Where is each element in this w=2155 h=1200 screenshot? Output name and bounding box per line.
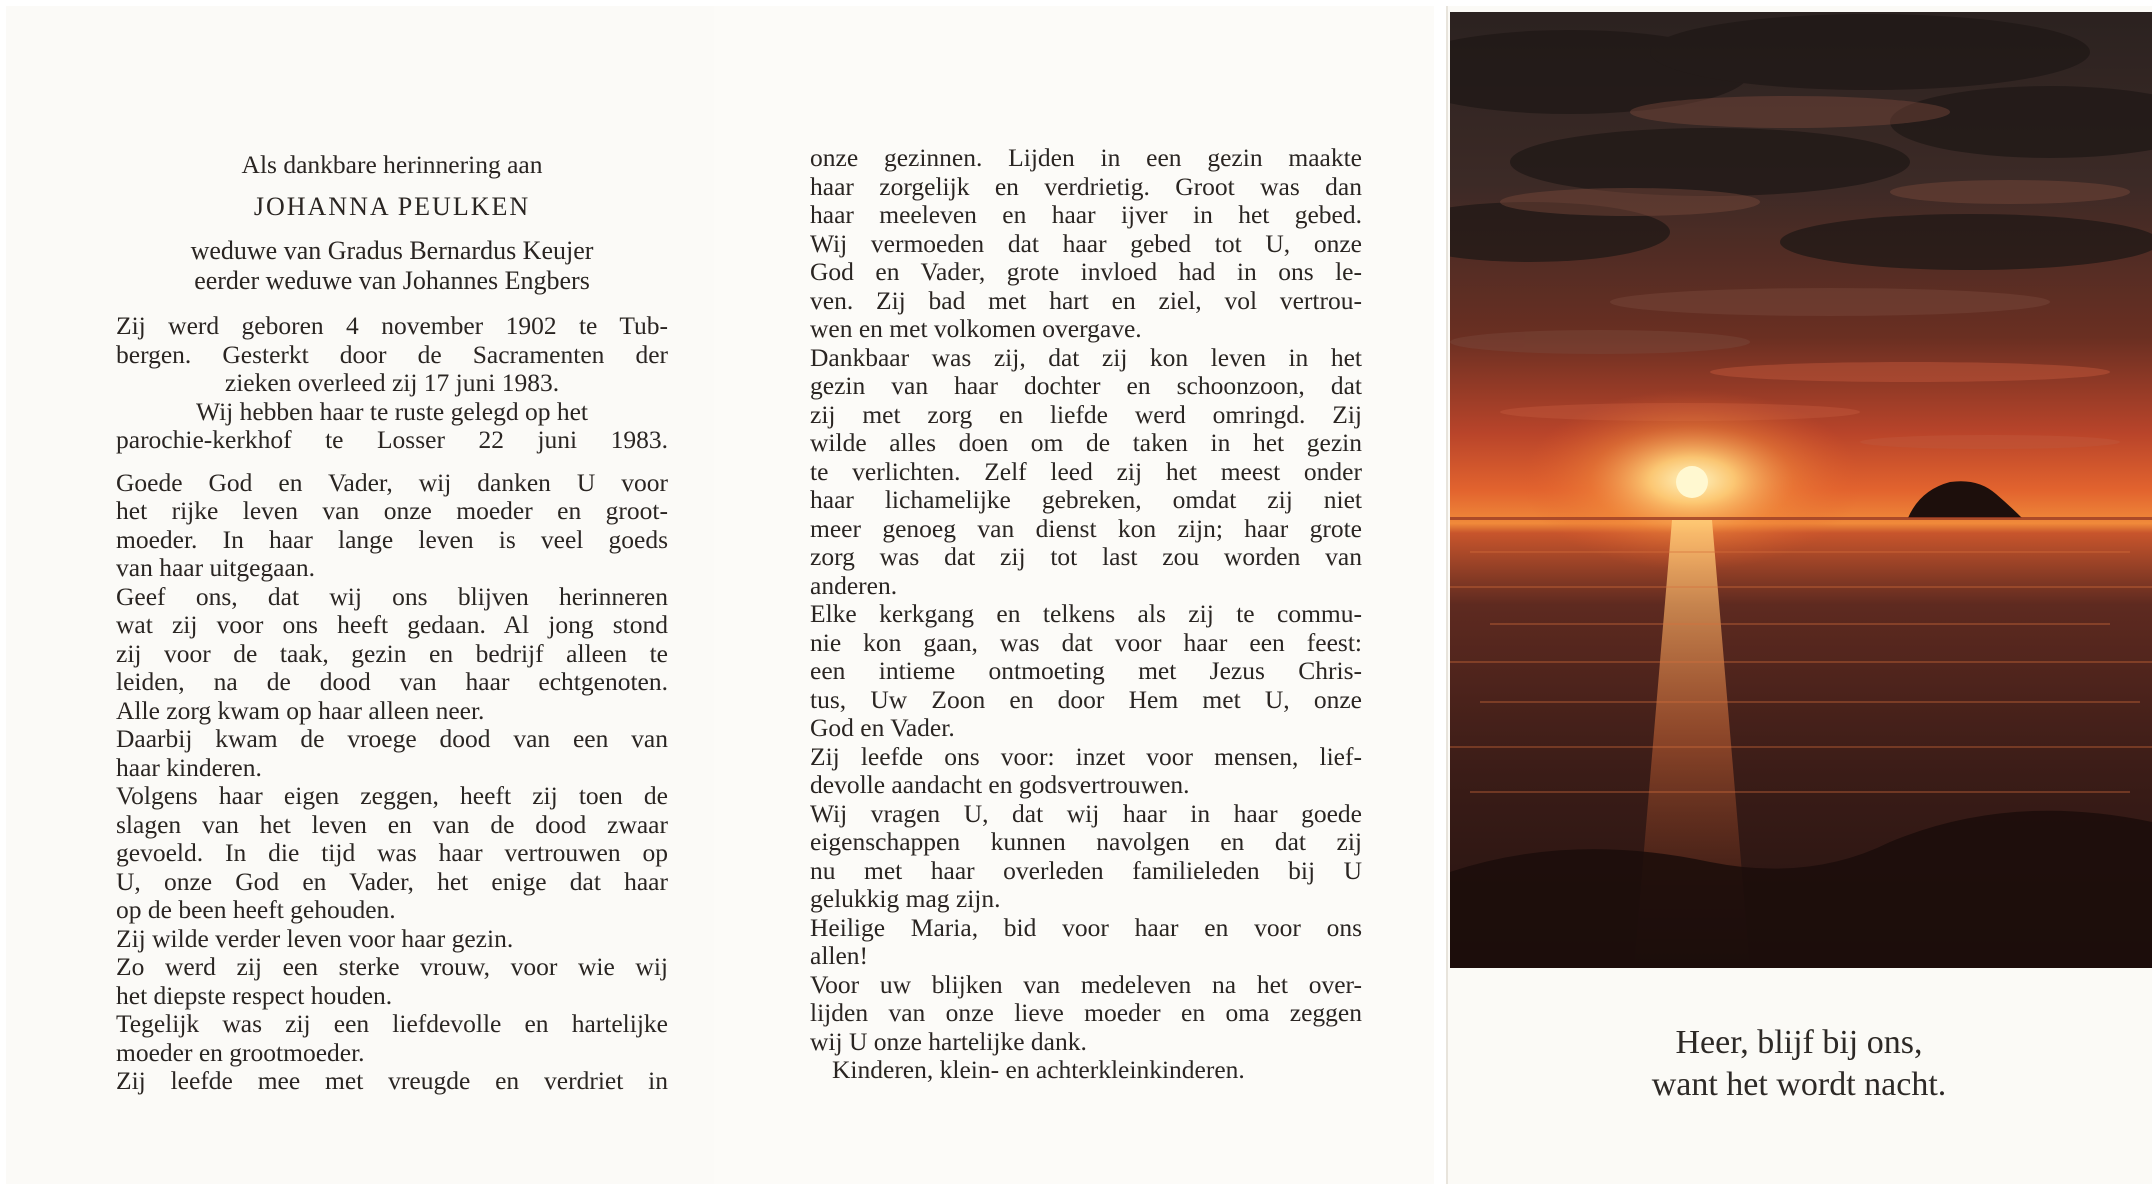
body-line: eigenschappen kunnen navolgen en dat zij: [810, 827, 1362, 856]
body-line: gezin van haar dochter en schoonzoon, dat: [810, 371, 1362, 400]
body-line: Tegelijk was zij een liefdevolle en hartelijke: [116, 1009, 668, 1038]
body-line: moeder. In haar lange leven is veel goeds: [116, 524, 668, 554]
body-line: op de been heeft gehouden.: [116, 895, 396, 924]
body-line: tus, Uw Zoon en door Hem met U, onze: [810, 684, 1362, 714]
body-line: Voor uw blijken van medeleven na het over-: [810, 969, 1362, 999]
middle-text-block: [810, 144, 1362, 1085]
body-line: Zij leefde ons voor: inzet voor mensen, lief-: [810, 741, 1362, 771]
birth-line: bergen. Gesterkt door de Sacramenten der: [116, 339, 668, 369]
body-line: gevoeld. In die tijd was haar vertrouwen op: [116, 838, 668, 867]
body-line: een intieme ontmoeting met Jezus Chris-: [810, 656, 1362, 685]
body-line: devolle aandacht en godsvertrouwen.: [810, 770, 1190, 799]
body-line: haar meeleven en haar ijver in het gebed.: [810, 200, 1362, 229]
body-line: meer genoeg van dienst kon zijn; haar grote: [810, 513, 1362, 543]
body-line: anderen.: [810, 570, 898, 600]
body-line: het rijke leven van onze moeder en groot-: [116, 496, 668, 525]
body-line: Wij vermoeden dat haar gebed tot U, onze: [810, 228, 1362, 258]
sunset-image: [1450, 12, 2152, 968]
body-line: Wij vragen U, dat wij haar in haar goede: [810, 798, 1362, 828]
body-line: ven. Zij bad met hart en ziel, vol vertrou-: [810, 285, 1362, 315]
body-line: Alle zorg kwam op haar alleen neer.: [116, 695, 485, 725]
body-line: zorg was dat zij tot last zou worden van: [810, 542, 1362, 571]
body-line: Goede God en Vader, wij danken U voor: [116, 467, 668, 497]
body-line: Daarbij kwam de vroege dood van een van: [116, 724, 668, 753]
dedication-heading: Als dankbare herinnering aan: [241, 150, 543, 179]
subtitle-line: weduwe van Gradus Bernardus Keujer: [190, 236, 594, 265]
body-line: Geef ons, dat wij ons blijven herinneren: [116, 581, 668, 611]
birth-line: Wij hebben haar te ruste gelegd op het: [196, 396, 588, 426]
caption-line: want het wordt nacht.: [1651, 1066, 1947, 1103]
right-card-page: [1446, 6, 2152, 1184]
body-line: Volgens haar eigen zeggen, heeft zij toen de: [116, 781, 668, 810]
body-line: zij met zorg en liefde werd omringd. Zij: [810, 399, 1362, 429]
body-line: Heilige Maria, bid voor haar en voor ons: [810, 912, 1362, 942]
body-line: Elke kerkgang en telkens als zij te commu-: [810, 599, 1362, 628]
caption: [1448, 1022, 2150, 1106]
body-line: haar zorgelijk en verdrietig. Groot was dan: [810, 171, 1362, 201]
deceased-name: JOHANNA PEULKEN: [253, 192, 531, 221]
body-line: van haar uitgegaan.: [116, 553, 315, 582]
body-line: het diepste respect houden.: [116, 980, 393, 1010]
body-line: U, onze God en Vader, het enige dat haar: [116, 866, 668, 896]
body-line: Zo werd zij een sterke vrouw, voor wie wij: [116, 952, 668, 981]
body-line: Dankbaar was zij, dat zij kon leven in het: [810, 342, 1362, 372]
body-line: leiden, na de dood van haar echtgenoten.: [116, 667, 668, 696]
caption-line: Heer, blijf bij ons,: [1675, 1024, 1923, 1061]
birth-line: zieken overleed zij 17 juni 1983.: [224, 368, 560, 397]
body-line: wilde alles doen om de taken in het gezin: [810, 428, 1362, 457]
body-line: onze gezinnen. Lijden in een gezin maakte: [810, 143, 1362, 172]
body-line: haar kinderen.: [116, 752, 262, 782]
birth-line: Zij werd geboren 4 november 1902 te Tub-: [116, 311, 668, 340]
body-line: slagen van het leven en van de dood zwaar: [116, 809, 668, 839]
body-line: nie kon gaan, was dat voor haar een feest:: [810, 627, 1362, 657]
body-line: wat zij voor ons heeft gedaan. Al jong stond: [116, 610, 668, 639]
body-line: God en Vader, grote invloed had in ons le-: [810, 257, 1362, 286]
body-line: Zij leefde mee met vreugde en verdriet in: [116, 1066, 668, 1095]
body-line: Zij wilde verder leven voor haar gezin.: [116, 923, 514, 953]
body-line: wij U onze hartelijke dank.: [810, 1026, 1087, 1056]
body-line: nu met haar overleden familieleden bij U: [810, 855, 1362, 885]
body-line: gelukkig mag zijn.: [810, 884, 1001, 913]
subtitle-line: eerder weduwe van Johannes Engbers: [194, 266, 590, 295]
body-line: zij voor de taak, gezin en bedrijf alleen te: [116, 638, 668, 668]
body-line: haar lichamelijke gebreken, omdat zij niet: [810, 485, 1362, 514]
left-text-block: [116, 150, 668, 1096]
body-line: lijden van onze lieve moeder en oma zeggen: [810, 998, 1362, 1027]
body-line: allen!: [810, 941, 869, 970]
body-line: God en Vader.: [810, 713, 955, 742]
middle-card-page: [714, 6, 1434, 1184]
body-line: te verlichten. Zelf leed zij het meest onder: [810, 456, 1362, 486]
body-line: wen en met volkomen overgave.: [810, 314, 1142, 343]
sunset-photo: [1450, 12, 2152, 968]
birth-line: parochie-kerkhof te Losser 22 juni 1983.: [116, 425, 668, 454]
signature-line: Kinderen, klein- en achterkleinkinderen.: [832, 1055, 1245, 1084]
body-line: moeder en grootmoeder.: [116, 1037, 365, 1067]
left-card-page: [6, 6, 714, 1184]
